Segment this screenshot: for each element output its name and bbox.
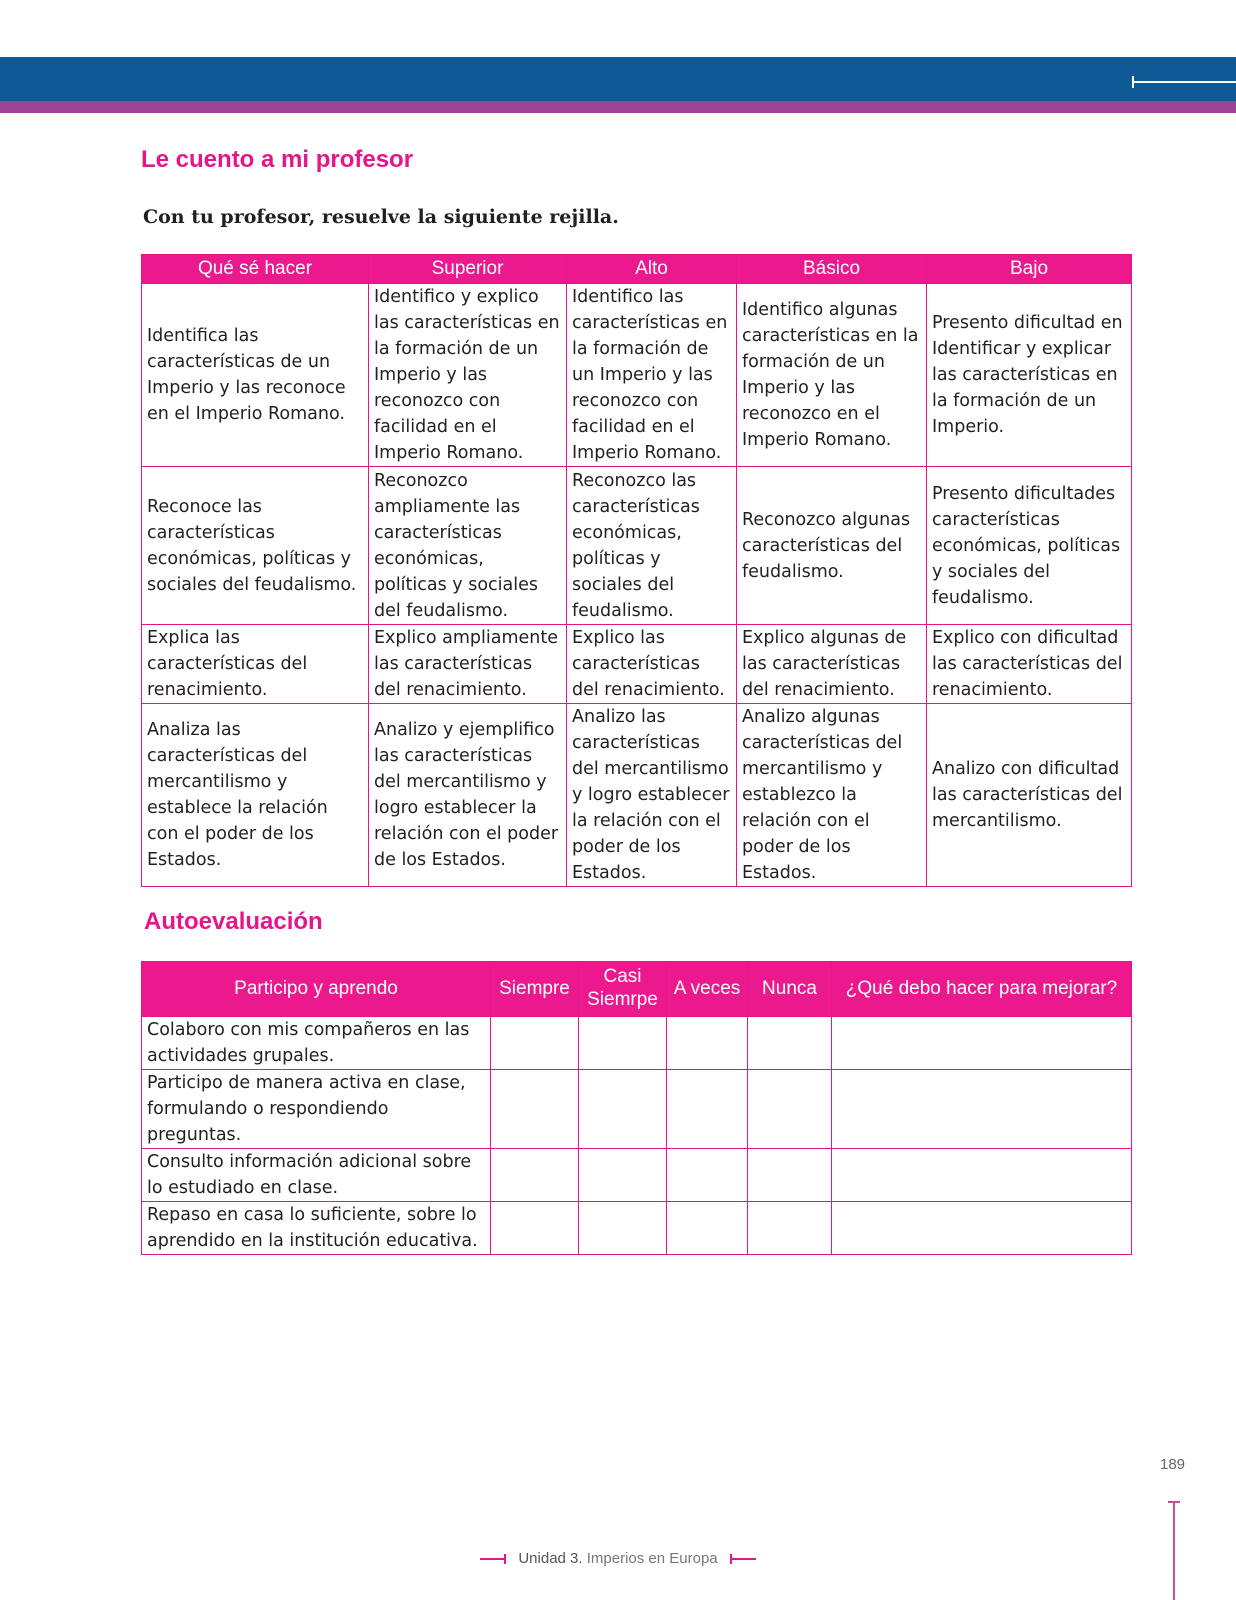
- header-nunca: Nunca: [748, 962, 832, 1017]
- table-row: [142, 1202, 1132, 1255]
- header-que-debo-hacer: ¿Qué debo hacer para mejorar?: [832, 962, 1132, 1017]
- statement-cell: Repaso en casa lo suficiente, sobre lo aprendido en la institución educativa.: [142, 1202, 491, 1255]
- rubric-header-row: [142, 255, 1132, 284]
- footer-unit-title: Imperios en Europa: [586, 1550, 718, 1567]
- table-row: [142, 1149, 1132, 1202]
- header-rule-tick: [1132, 76, 1134, 88]
- rubric-cell: Reconozco las características económicas, políticas y sociales del feudalismo.: [567, 467, 737, 625]
- rubric-cell: Reconoce las características económicas, políticas y sociales del feudalismo.: [142, 467, 369, 625]
- header-accent-stripe: [0, 101, 1236, 113]
- rubric-cell: Explica las características del renacimiento.: [142, 625, 369, 704]
- header-band: [0, 57, 1236, 101]
- answer-cell-nunca[interactable]: [748, 1149, 832, 1202]
- header-participo-y-aprendo: Participo y aprendo: [142, 962, 491, 1017]
- answer-cell-a-veces[interactable]: [667, 1149, 748, 1202]
- answer-cell-casi-siempre[interactable]: [579, 1202, 667, 1255]
- answer-cell-nunca[interactable]: [748, 1202, 832, 1255]
- rubric-cell: Analizo las características del mercantilismo y logro establecer la relación con el poder de los Estados.: [567, 704, 737, 887]
- rubric-cell: Analizo algunas características del mercantilismo y establezco la relación con el poder de los Estados.: [737, 704, 927, 887]
- header-siempre: Siempre: [491, 962, 579, 1017]
- rubric-cell: Presento dificultad en Identificar y explicar las características en la formación de un Imperio.: [927, 284, 1132, 467]
- rubric-header-que-se-hacer: Qué sé hacer: [142, 255, 369, 284]
- answer-cell-nunca[interactable]: [748, 1017, 832, 1070]
- rubric-cell: Reconozco algunas características del feudalismo.: [737, 467, 927, 625]
- rubric-table: [141, 254, 1132, 887]
- footer-left-ornament: [480, 1558, 506, 1560]
- statement-cell: Colaboro con mis compañeros en las actividades grupales.: [142, 1017, 491, 1070]
- answer-cell-mejorar[interactable]: [832, 1202, 1132, 1255]
- self-evaluation-table: [141, 961, 1132, 1255]
- table-row: [142, 625, 1132, 704]
- answer-cell-siempre[interactable]: [491, 1149, 579, 1202]
- rubric-cell: Explico las características del renacimiento.: [567, 625, 737, 704]
- rubric-header-superior: Superior: [369, 255, 567, 284]
- footer-right-ornament: [730, 1558, 756, 1560]
- answer-cell-siempre[interactable]: [491, 1017, 579, 1070]
- rubric-cell: Explico ampliamente las características del renacimiento.: [369, 625, 567, 704]
- statement-cell: Consulto información adicional sobre lo estudiado en clase.: [142, 1149, 491, 1202]
- rubric-cell: Analizo y ejemplifico las características del mercantilismo y logro establecer la relación con el poder de los Estados.: [369, 704, 567, 887]
- table-row: [142, 284, 1132, 467]
- header-casi-siempre: Casi Siemrpe: [579, 962, 667, 1017]
- section-title-le-cuento: Le cuento a mi profesor: [141, 146, 414, 173]
- answer-cell-mejorar[interactable]: [832, 1149, 1132, 1202]
- rubric-header-alto: Alto: [567, 255, 737, 284]
- rubric-cell: Identifica las características de un Imperio y las reconoce en el Imperio Romano.: [142, 284, 369, 467]
- page-number: 189: [1160, 1456, 1186, 1473]
- answer-cell-mejorar[interactable]: [832, 1017, 1132, 1070]
- page-footer: [0, 1550, 1236, 1567]
- header-a-veces: A veces: [667, 962, 748, 1017]
- rubric-cell: Identifico algunas características en la formación de un Imperio y las reconozco en el Imperio Romano.: [737, 284, 927, 467]
- instruction-text: Con tu profesor, resuelve la siguiente rejilla.: [143, 206, 619, 228]
- table-row: [142, 1017, 1132, 1070]
- rubric-cell: Analiza las características del mercantilismo y establece la relación con el poder de los Estados.: [142, 704, 369, 887]
- answer-cell-a-veces[interactable]: [667, 1070, 748, 1149]
- rubric-cell: Explico con dificultad las características del renacimiento.: [927, 625, 1132, 704]
- rubric-header-bajo: Bajo: [927, 255, 1132, 284]
- rubric-cell: Reconozco ampliamente las características económicas, políticas y sociales del feudalismo.: [369, 467, 567, 625]
- answer-cell-nunca[interactable]: [748, 1070, 832, 1149]
- rubric-cell: Analizo con dificultad las características del mercantilismo.: [927, 704, 1132, 887]
- rubric-cell: Explico algunas de las características del renacimiento.: [737, 625, 927, 704]
- section-title-autoevaluacion: Autoevaluación: [144, 908, 323, 935]
- answer-cell-mejorar[interactable]: [832, 1070, 1132, 1149]
- rubric-header-basico: Básico: [737, 255, 927, 284]
- answer-cell-casi-siempre[interactable]: [579, 1017, 667, 1070]
- table-row: [142, 467, 1132, 625]
- margin-rule-tick: [1168, 1501, 1180, 1503]
- answer-cell-casi-siempre[interactable]: [579, 1070, 667, 1149]
- rubric-cell: Identifico las características en la formación de un Imperio y las reconozco con facilidad en el Imperio Romano.: [567, 284, 737, 467]
- header-rule: [1132, 81, 1236, 83]
- table-row: [142, 1070, 1132, 1149]
- self-eval-header-row: [142, 962, 1132, 1017]
- answer-cell-casi-siempre[interactable]: [579, 1149, 667, 1202]
- answer-cell-a-veces[interactable]: [667, 1202, 748, 1255]
- answer-cell-siempre[interactable]: [491, 1202, 579, 1255]
- answer-cell-siempre[interactable]: [491, 1070, 579, 1149]
- statement-cell: Participo de manera activa en clase, formulando o respondiendo preguntas.: [142, 1070, 491, 1149]
- footer-unit-label: Unidad 3.: [518, 1550, 583, 1567]
- table-row: [142, 704, 1132, 887]
- answer-cell-a-veces[interactable]: [667, 1017, 748, 1070]
- rubric-cell: Identifico y explico las características en la formación de un Imperio y las reconozco con facilidad en el Imperio Romano.: [369, 284, 567, 467]
- rubric-cell: Presento dificultades características económicas, políticas y sociales del feudalismo.: [927, 467, 1132, 625]
